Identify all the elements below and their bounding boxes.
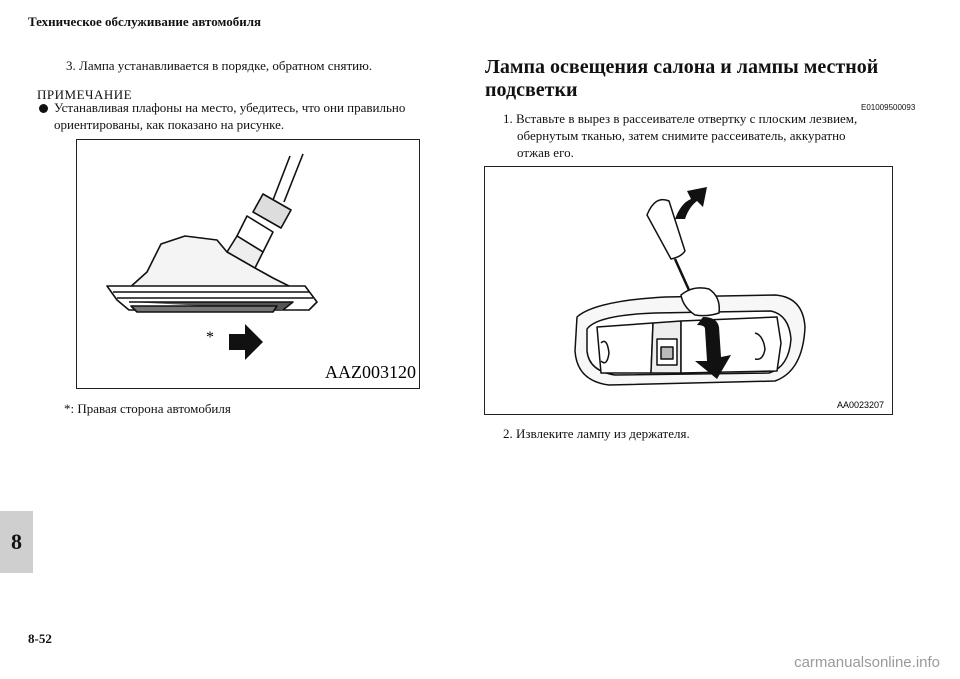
note-line-2: ориентированы, как показано на рисунке. bbox=[54, 117, 285, 132]
lamp-illustration bbox=[77, 140, 419, 388]
section-code: E01009500093 bbox=[861, 103, 916, 112]
step-1-line-3: отжав его. bbox=[517, 145, 574, 160]
section-title-line-2: подсветки bbox=[485, 79, 578, 101]
step-1-line-2: обернутым тканью, затем снимите рассеиватель, аккуратно bbox=[517, 128, 846, 143]
note-line-1: Устанавливая плафоны на место, убедитесь, что они правильно bbox=[54, 100, 406, 115]
section-title-line-1: Лампа освещения салона и лампы местной bbox=[485, 56, 879, 78]
curved-arrow-up-icon bbox=[675, 187, 707, 219]
step-3-text: 3. Лампа устанавливается в порядке, обратном снятию. bbox=[66, 58, 373, 73]
figure-code-left: AAZ003120 bbox=[325, 362, 416, 382]
asterisk-label: * bbox=[206, 329, 214, 346]
page-header: Техническое обслуживание автомобиля bbox=[28, 14, 262, 29]
footnote: *: Правая сторона автомобиля bbox=[64, 401, 231, 416]
figure-code-right: AA0023207 bbox=[837, 400, 885, 410]
step-1-line-1: 1. Вставьте в вырез в рассеивателе отвертку с плоским лезвием, bbox=[503, 111, 858, 126]
lens-removal-illustration bbox=[485, 167, 892, 414]
watermark: carmanualsonline.info bbox=[794, 654, 940, 671]
step-2-text: 2. Извлеките лампу из держателя. bbox=[503, 426, 690, 441]
chapter-tab: 8 bbox=[0, 511, 33, 573]
bullet-icon bbox=[39, 104, 48, 113]
arrow-right-icon bbox=[229, 324, 263, 360]
lens-removal-figure bbox=[484, 166, 893, 415]
lamp-orientation-figure bbox=[76, 139, 420, 389]
page-number: 8-52 bbox=[28, 631, 52, 646]
note-label: ПРИМЕЧАНИЕ bbox=[37, 87, 133, 102]
